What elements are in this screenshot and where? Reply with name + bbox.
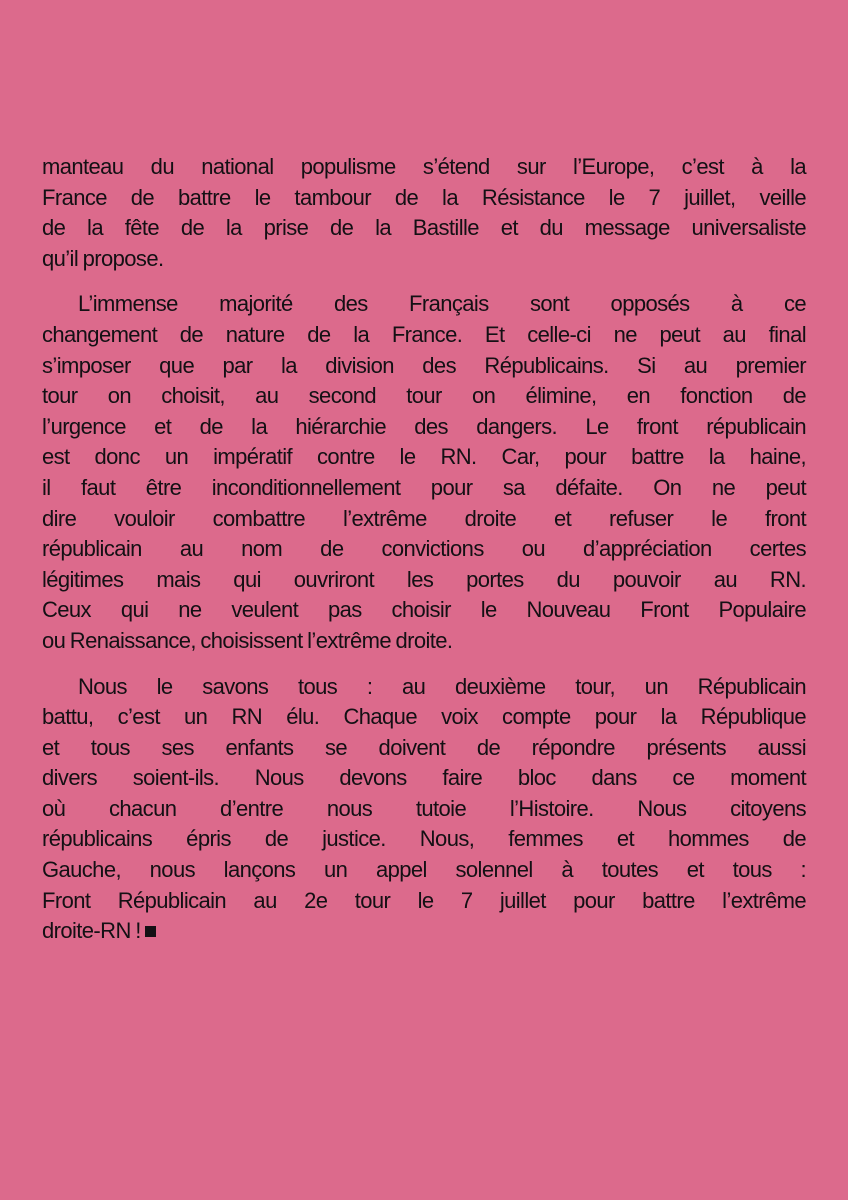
text-line: il faut être inconditionnellement pour sa défaite. On ne peut (42, 474, 806, 500)
text-line: s’imposer que par la division des Républicains. Si au premier (42, 352, 806, 378)
text-line: Nous le savons tous : au deuxième tour, un Républicain (78, 673, 806, 699)
text-line: qu’il propose. (42, 245, 164, 271)
text-line: Ceux qui ne veulent pas choisir le Nouveau Front Populaire (42, 597, 806, 623)
text-line: tour on choisit, au second tour on élimine, en fonction de (42, 383, 806, 409)
text-line: républicains épris de justice. Nous, femmes et hommes de (42, 826, 806, 852)
text-line: est donc un impératif contre le RN. Car, pour battre la haine, (42, 444, 806, 470)
text-line: changement de nature de la France. Et celle-ci ne peut au final (42, 321, 806, 347)
text-line: France de battre le tambour de la Résistance le 7 juillet, veille (42, 184, 806, 210)
text-line: Front Républicain au 2e tour le 7 juillet pour battre l’extrême (42, 887, 806, 913)
text-line-final (42, 916, 806, 947)
text-line: battu, c’est un RN élu. Chaque voix compte pour la République (42, 704, 806, 730)
text-line: où chacun d’entre nous tutoie l’Histoire. Nous citoyens (42, 795, 806, 821)
paragraph-3 (42, 672, 806, 947)
text-line: de la fête de la prise de la Bastille et du message universaliste (42, 215, 806, 241)
text-line: dire vouloir combattre l’extrême droite et refuser le front (42, 505, 806, 531)
text-line: ou Renaissance, choisissent l’extrême droite. (42, 627, 453, 653)
text-line: L’immense majorité des Français sont opposés à ce (78, 291, 806, 317)
text-line: républicain au nom de convictions ou d’appréciation certes (42, 536, 806, 562)
text-line: Gauche, nous lançons un appel solennel à toutes et tous : (42, 857, 806, 883)
text-line: l’urgence et de la hiérarchie des dangers. Le front républicain (42, 413, 806, 439)
text-line: divers soient-ils. Nous devons faire bloc dans ce moment (42, 765, 806, 791)
document-page (42, 152, 806, 962)
text-line: légitimes mais qui ouvriront les portes du pouvoir au RN. (42, 566, 806, 592)
text-line: et tous ses enfants se doivent de répondre présents aussi (42, 734, 806, 760)
square-end-mark-icon (145, 926, 156, 937)
paragraph-2 (42, 289, 806, 656)
final-line-text: droite-RN ! (42, 918, 141, 944)
text-line: manteau du national populisme s’étend sur l’Europe, c’est à la (42, 154, 806, 179)
paragraph-1 (42, 152, 806, 274)
